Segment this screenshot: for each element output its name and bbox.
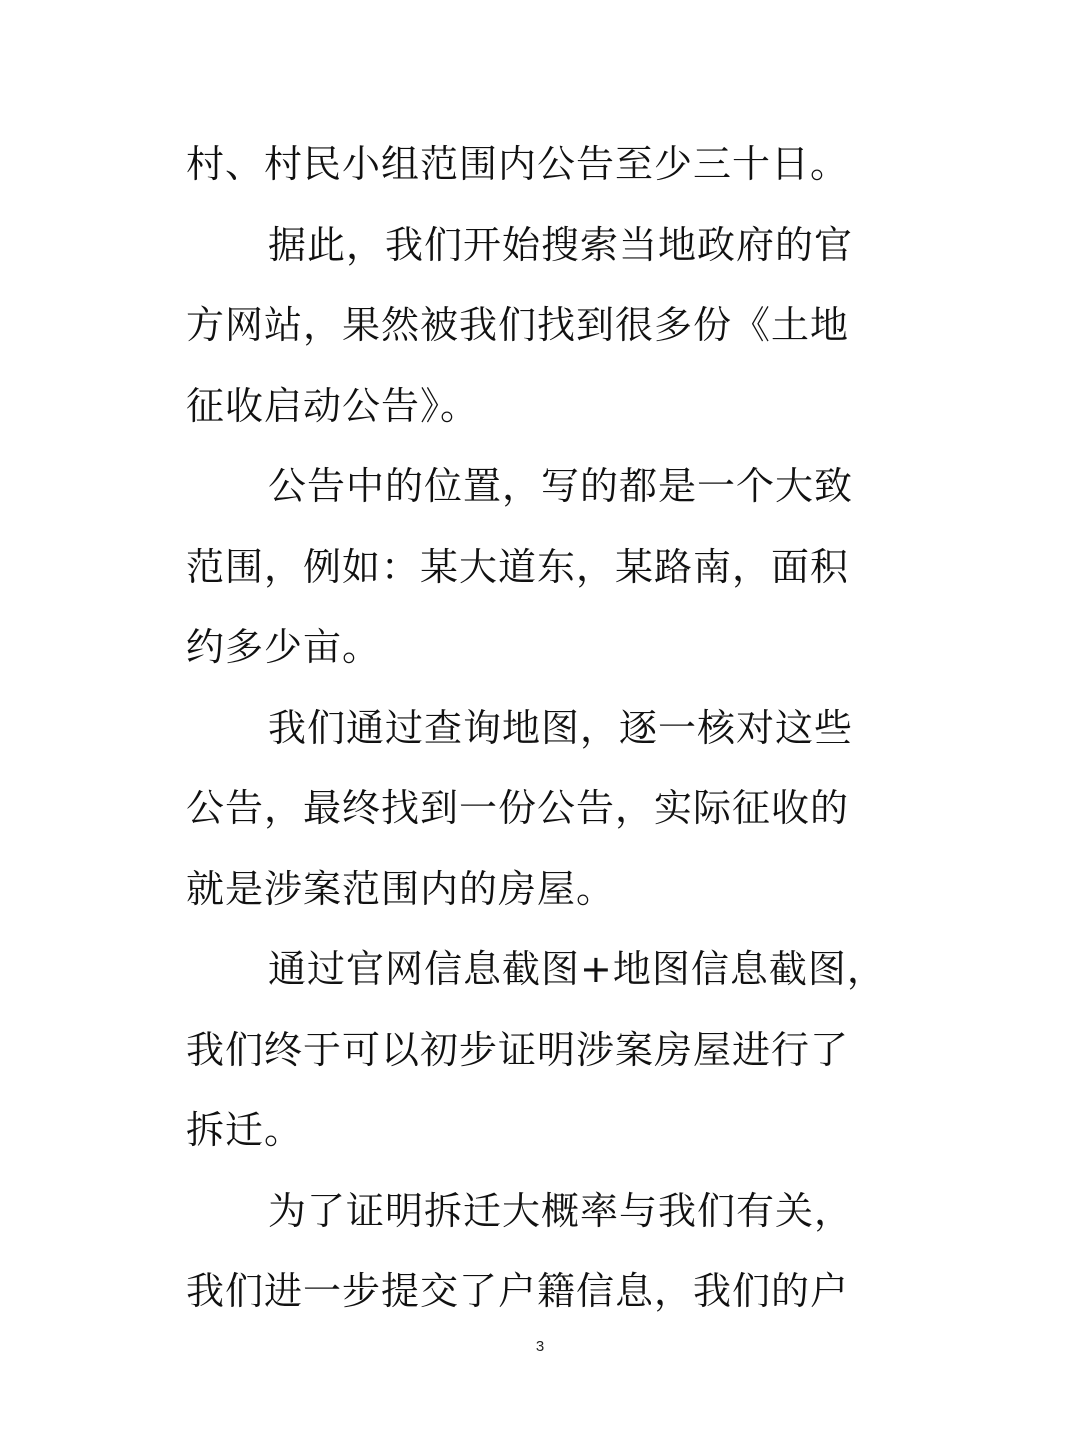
text-line: 为了证明拆迁大概率与我们有关， [268,1188,854,1233]
text-line: 据此，我们开始搜索当地政府的官 [268,222,854,267]
text-line: 拆迁。 [186,1108,304,1152]
body-text [186,124,886,1332]
text-line: 我们进一步提交了户籍信息，我们的户 [186,1269,850,1313]
text-line: 就是涉案范围内的房屋。 [186,866,616,911]
text-line: 公告中的位置，写的都是一个大致 [268,464,854,508]
text-line: 约多少亩。 [186,625,382,669]
text-line: 公告，最终找到一份公告，实际征收的 [186,786,850,830]
text-line: 我们通过查询地图，逐一核对这些 [268,705,854,750]
page-number: 3 [535,1338,545,1355]
text-line: 通过官网信息截图+地图信息截图， [268,947,886,991]
text-line: 村、村民小组范围内公告至少三十日。 [186,142,850,186]
text-line: 方网站，果然被我们找到很多份《土地 [186,303,850,347]
text-line: 范围，例如：某大道东，某路南，面积 [186,544,850,589]
text-line: 征收启动公告》。 [186,383,480,428]
text-line: 我们终于可以初步证明涉案房屋进行了 [186,1027,850,1072]
